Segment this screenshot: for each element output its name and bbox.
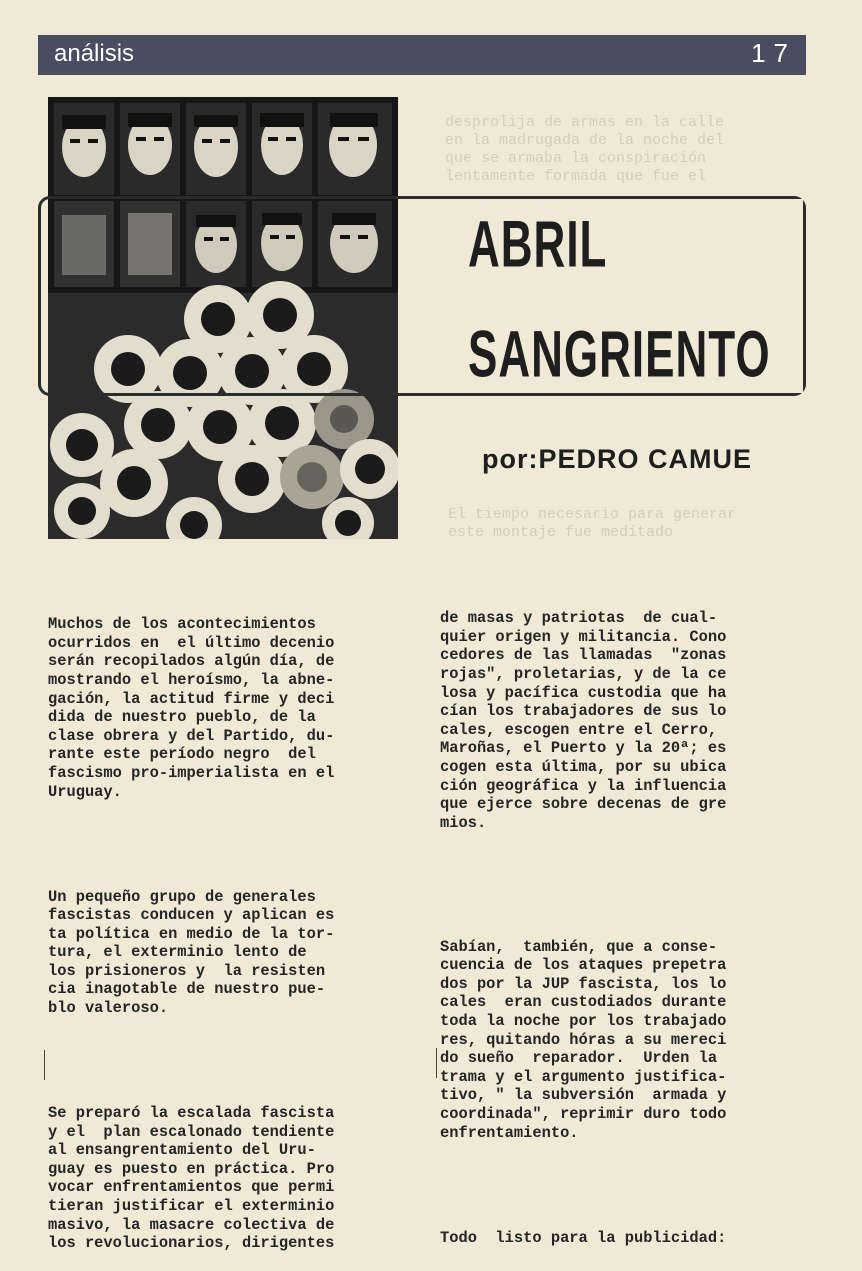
show-through-text: desprolija de armas en la calle en la madrugada de la noche del que se armaba la conspiración lentamente formada que fue el: [445, 114, 725, 185]
portrait-row-top: [54, 103, 392, 195]
article-title-line-2: SANGRIENTO: [468, 318, 771, 392]
article-title-line-1: ABRIL: [468, 208, 608, 282]
paragraph: Muchos de los acontecimientos ocurridos en el último decenio serán recopilados algún día, de mostrando el heroísmo, la abne- gación, la actitud firme y deci dida de nuestro pueblo, de la clase obrera y del Partido, du- rante este período negro del fascismo pro-imperialista en el Uruguay.: [48, 615, 335, 801]
paragraph: Todo listo para la publicidad:: [440, 1228, 727, 1247]
page-number: 17: [751, 38, 796, 68]
column-edge-mark: [44, 1050, 45, 1080]
section-label: análisis: [54, 40, 135, 67]
paragraph: Se preparó la escalada fascista y el plan escalonado tendiente al ensangrentamiento del Uru- guay es puesto en práctica. Pro vocar enfrentamientos que permi tieran justificar el exterminio masivo, la masacre colectiva de los revolucionarios, dirigentes: [48, 1104, 335, 1253]
byline: por:PEDRO CAMUE: [482, 444, 752, 474]
paragraph: Un pequeño grupo de generales fascistas conducen y aplican es ta política en medio de la tor- tura, el exterminio lento de los prisioneros y la resisten cia inagotable de nuestro pue- blo valeroso.: [48, 887, 335, 1018]
paragraph: Sabían, también, que a conse- cuencia de los ataques prepetra dos por la JUP fascista, los lo cales eran custodiados durante toda la noche por los trabajado res, quitando hóras a su mereci do sueño reparador. Urden la trama y el argumento justifica- tivo, " la subversión armada y coordinada", reprimir duro todo enfrentamiento.: [440, 937, 727, 1142]
column-edge-mark: [436, 1048, 437, 1078]
show-through-text-lower: El tiempo necesario para generar este montaje fue meditado: [448, 506, 737, 541]
left-column: [48, 578, 334, 1271]
right-column: [440, 572, 726, 1266]
header-bar: [38, 35, 806, 75]
paragraph: de masas y patriotas de cual- quier origen y militancia. Cono cedores de las llamadas "zonas rojas", proletarias, y de la ce losa y pacífica custodia que ha cían los trabajadores de sus lo cales, escogen entre el Cerro, Maroñas, el Puerto y la 20ª; es cogen esta última, por su ubica ción geográfica y la influencia que ejerce sobre decenas de gre mios.: [440, 609, 727, 832]
